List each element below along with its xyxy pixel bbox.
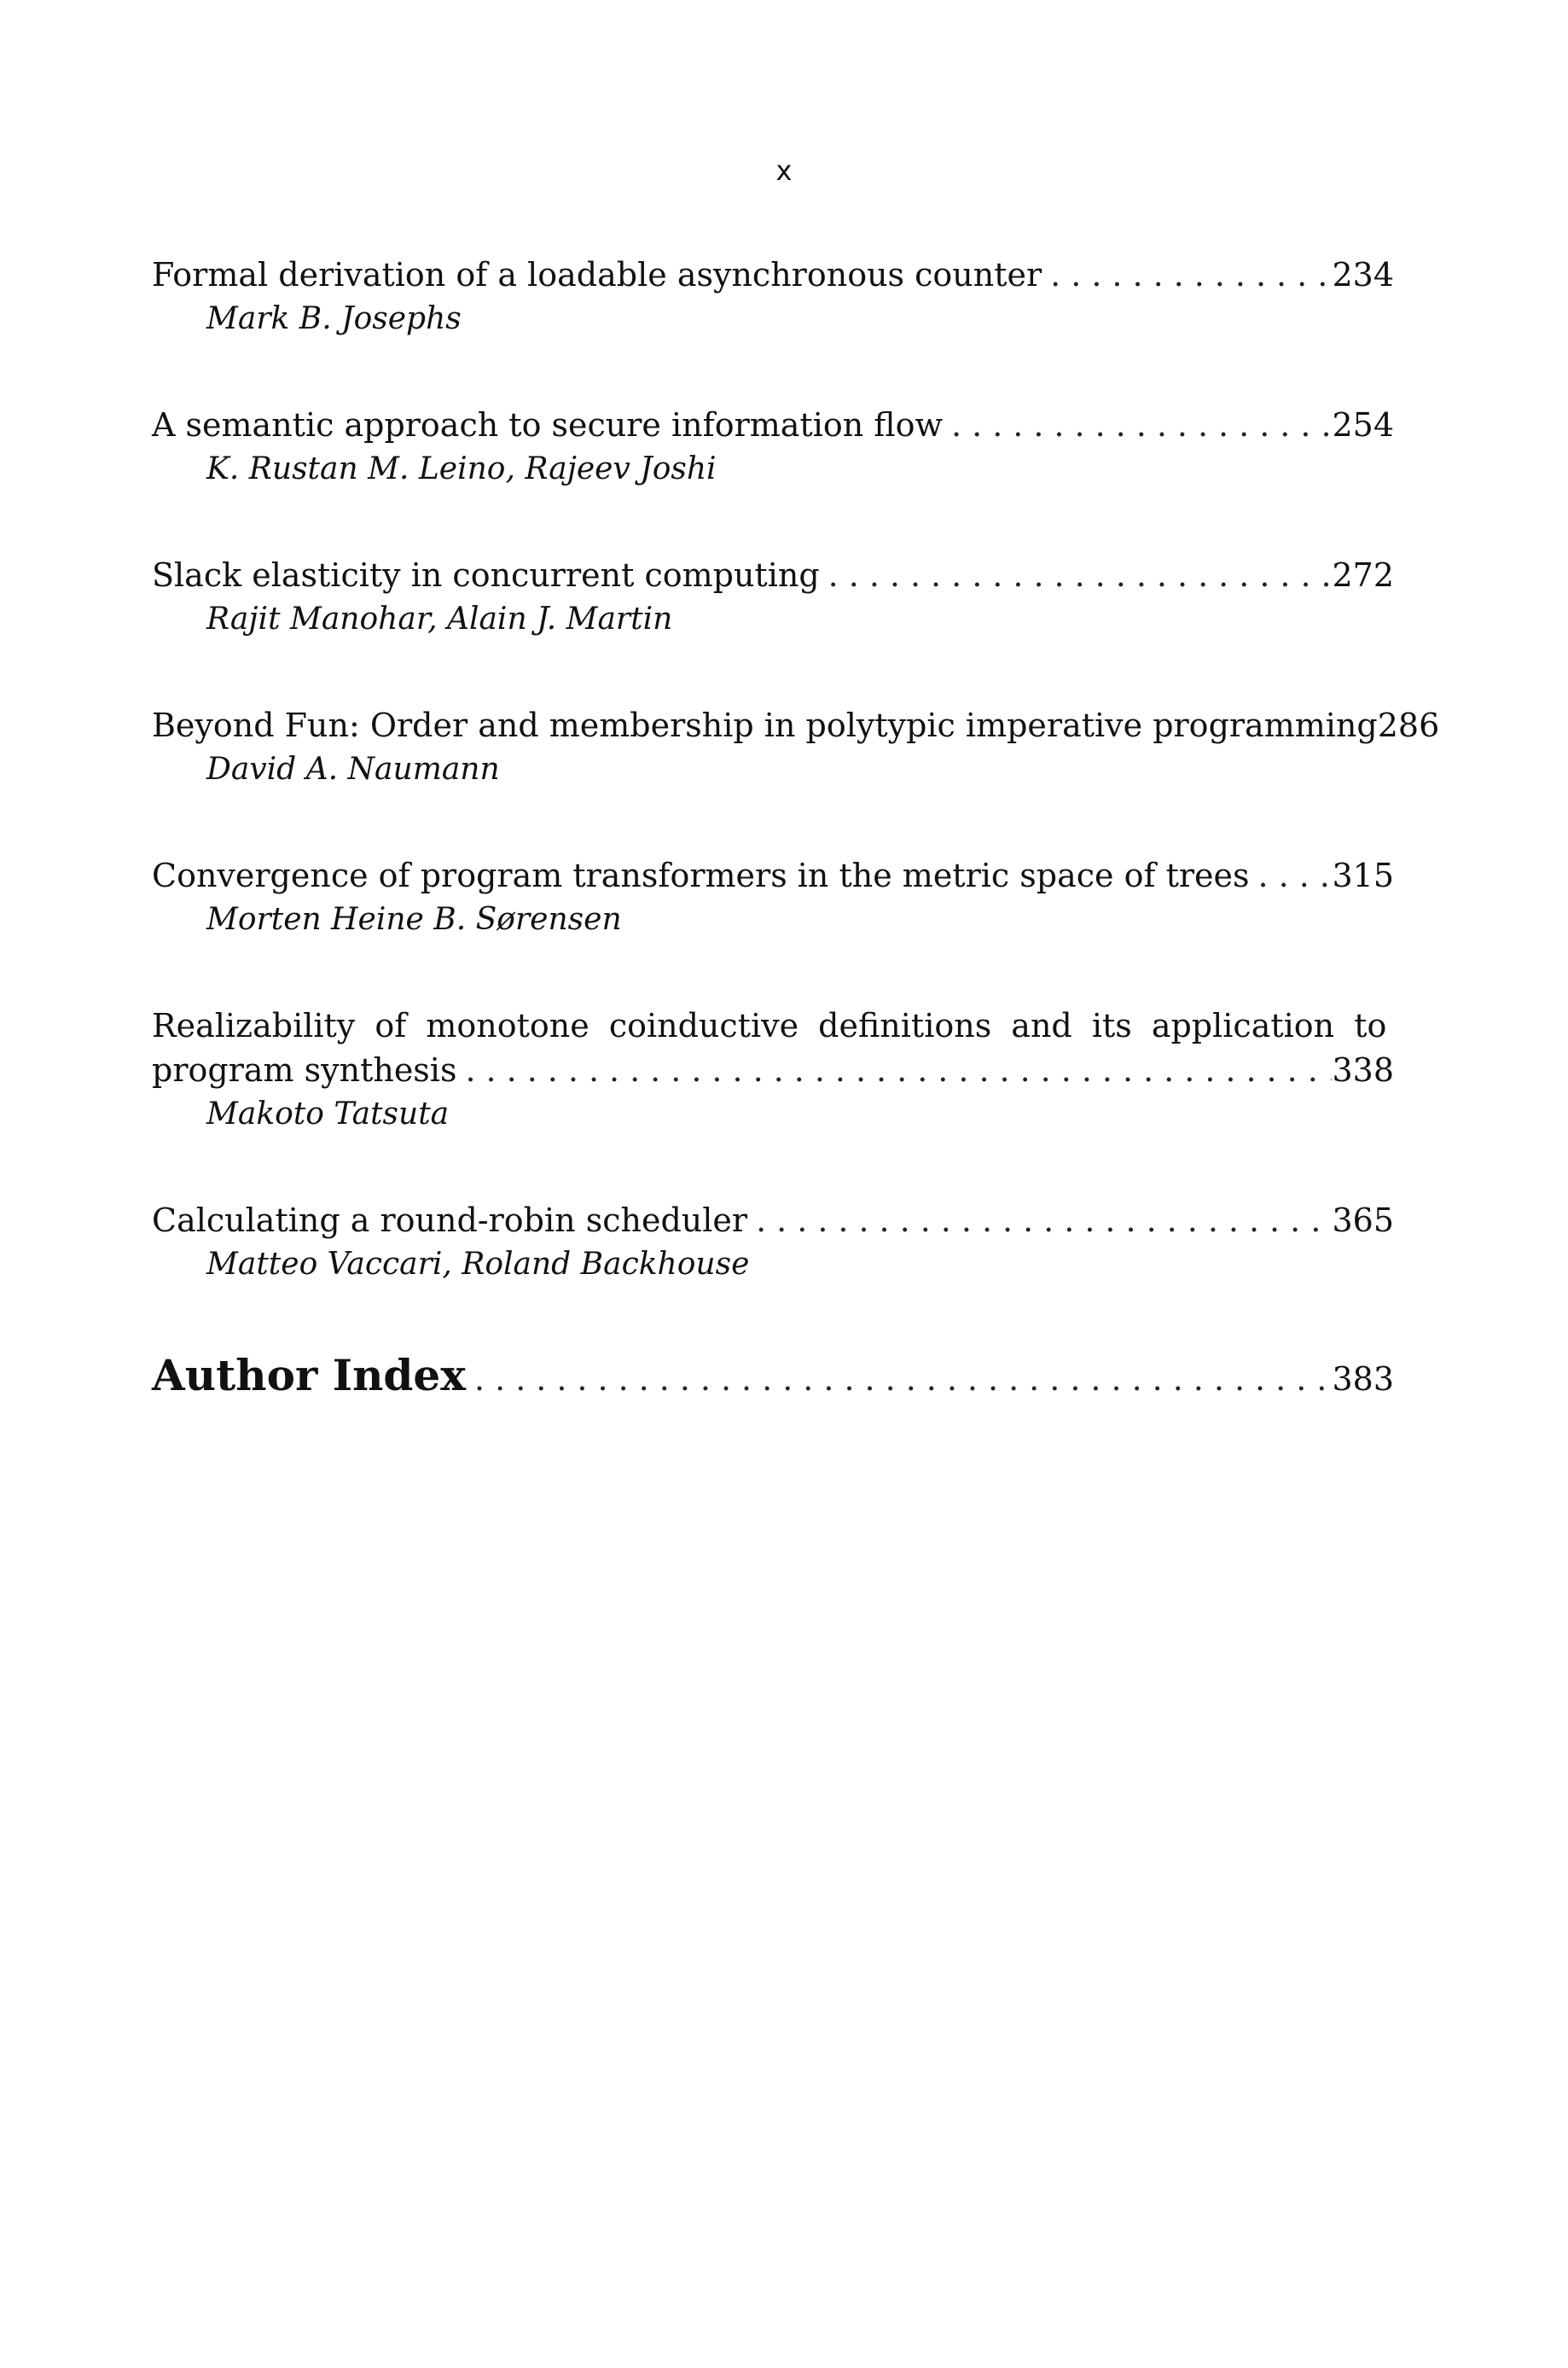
page-number: x — [775, 154, 793, 187]
toc-entry-page: 254 — [1332, 406, 1394, 444]
toc-entry-title: Convergence of program transformers in the metric space of trees — [152, 857, 1250, 894]
author-index-entry — [152, 1348, 1394, 1406]
toc-entry-authors: Mark B. Josephs — [206, 301, 462, 336]
toc-entry-title: Slack elasticity in concurrent computing — [152, 556, 820, 594]
toc-entry — [152, 553, 1394, 642]
dot-leader — [466, 1352, 1332, 1406]
toc-entry — [152, 403, 1394, 492]
toc-title-line — [152, 703, 1440, 748]
dot-leader — [456, 1048, 1332, 1092]
toc-title-line — [152, 253, 1394, 297]
toc-entry-authors: K. Rustan M. Leino, Rajeev Joshi — [206, 451, 717, 486]
toc-entry-authors: Rajit Manohar, Alain J. Martin — [206, 602, 673, 637]
toc-title-line — [152, 1048, 1394, 1092]
dot-leader — [820, 553, 1333, 597]
toc-entry-page: 286 — [1377, 707, 1440, 744]
toc-entry-authors: Makoto Tatsuta — [206, 1097, 450, 1132]
toc-entry-authors: Matteo Vaccari, Roland Backhouse — [206, 1247, 750, 1282]
toc-title-line — [152, 853, 1394, 898]
toc-entry-page: 272 — [1332, 556, 1394, 594]
toc-entry-title: A semantic approach to secure information flow — [152, 406, 944, 444]
dot-leader — [943, 403, 1332, 447]
author-index-line — [152, 1348, 1394, 1406]
toc-entry — [152, 853, 1394, 942]
dot-leader — [747, 1198, 1332, 1242]
toc-entry-title-line2: program synthesis — [152, 1051, 457, 1089]
dot-leader — [1250, 853, 1333, 898]
toc-title-line — [152, 553, 1394, 597]
toc-entry-authors: Morten Heine B. Sørensen — [206, 902, 622, 937]
toc-title-line — [152, 403, 1394, 447]
toc-entry — [152, 253, 1394, 341]
toc-entry — [152, 1198, 1394, 1287]
toc-entry-title: Calculating a round-robin scheduler — [152, 1201, 748, 1239]
toc-entry-title: Beyond Fun: Order and membership in polytypic imperative programming — [152, 707, 1378, 744]
toc-entry-title-line1: Realizability of monotone coinductive definitions and its application to — [152, 1007, 1387, 1044]
author-index-page: 383 — [1332, 1360, 1394, 1398]
toc-title-line — [152, 1198, 1394, 1242]
toc-entry-page: 315 — [1332, 857, 1394, 894]
dot-leader — [1042, 253, 1332, 297]
toc-entry-page: 338 — [1332, 1051, 1394, 1089]
author-index-label: Author Index — [152, 1350, 467, 1400]
table-of-contents — [152, 253, 1440, 1468]
toc-entry-page: 365 — [1332, 1201, 1394, 1239]
toc-entry-page: 234 — [1332, 256, 1394, 294]
toc-entry — [152, 1004, 1394, 1137]
toc-entry-title: Formal derivation of a loadable asynchronous counter — [152, 256, 1042, 294]
toc-entry — [152, 703, 1440, 792]
toc-entry-authors: David A. Naumann — [206, 752, 500, 787]
